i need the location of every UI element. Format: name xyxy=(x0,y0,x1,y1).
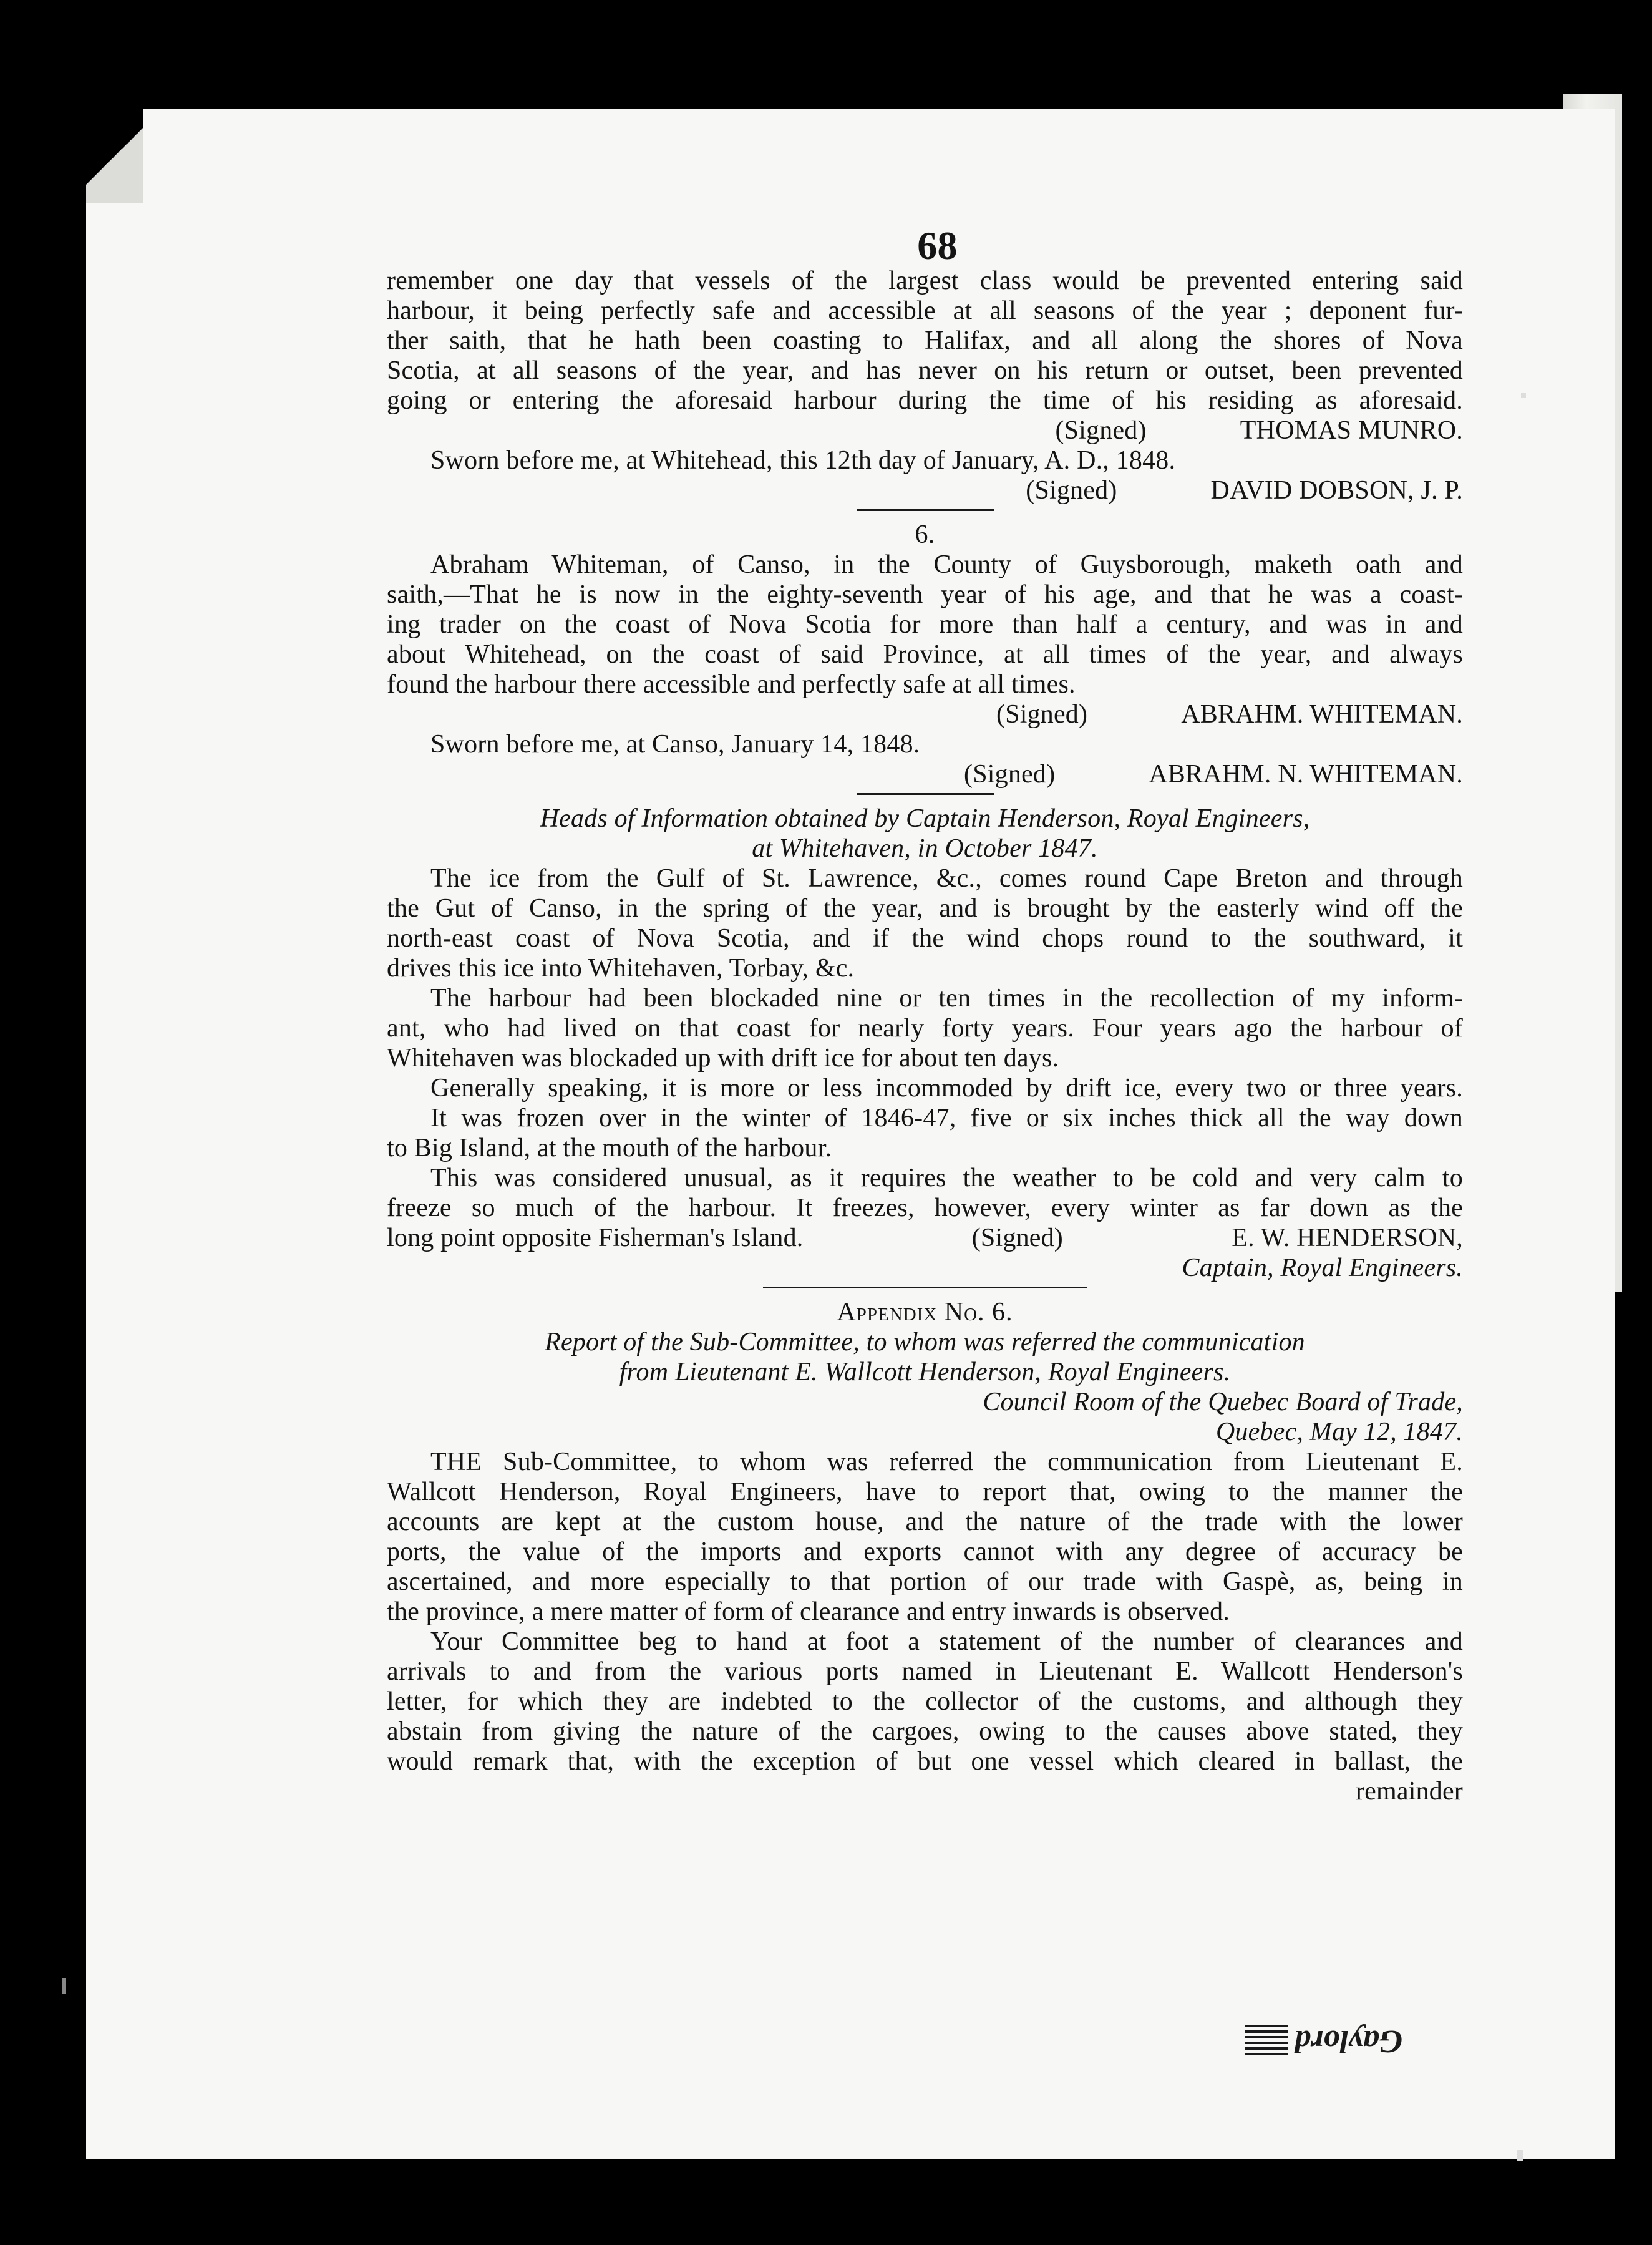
text-line: abstain from giving the nature of the cargoes, owing to the causes above stated, they xyxy=(387,1717,1463,1746)
text-line: going or entering the aforesaid harbour during the time of his residing as aforesaid. xyxy=(387,386,1463,415)
text-line: accounts are kept at the custom house, and the nature of the trade with the lower xyxy=(387,1507,1463,1536)
signed-label: (Signed) xyxy=(1055,416,1147,445)
text-line: found the harbour there accessible and perfectly safe at all times. xyxy=(387,670,1076,699)
text-line: Wallcott Henderson, Royal Engineers, have to report that, owing to the manner the xyxy=(387,1478,1463,1506)
text-line: Whitehaven was blockaded up with drift ice for about ten days. xyxy=(387,1044,1059,1073)
signature-line xyxy=(387,699,1463,729)
signed-label: (Signed) xyxy=(964,760,1056,789)
folded-corner xyxy=(86,109,143,203)
text-line: letter, for which they are indebted to the collector of the customs, and although they xyxy=(387,1687,1463,1716)
section-rule xyxy=(857,509,994,511)
section-rule xyxy=(763,1287,1087,1288)
text-line: Scotia, at all seasons of the year, and has never on his return or outset, been prevented xyxy=(387,356,1463,385)
stamp-text: Gaylord xyxy=(1295,2023,1403,2059)
text-line: at Whitehaven, in October 1847. xyxy=(752,834,1098,863)
text-line: This was considered unusual, as it requires the weather to be cold and very calm to xyxy=(430,1164,1463,1192)
text-line: about Whitehead, on the coast of said Province, at all times of the year, and always xyxy=(387,640,1463,669)
signatory-name: DAVID DOBSON, J. P. xyxy=(1210,476,1463,505)
signatory-name: THOMAS MUNRO. xyxy=(1240,416,1463,445)
text-line: the province, a mere matter of form of clearance and entry inwards is observed. xyxy=(387,1597,1230,1626)
text-line: Abraham Whiteman, of Canso, in the County of Guysborough, maketh oath and xyxy=(430,550,1463,579)
scan-speck xyxy=(1521,393,1526,398)
scan-speck xyxy=(62,1978,66,1994)
text-line: Sworn before me, at Canso, January 14, 1848. xyxy=(430,730,920,759)
text-line-with-signature xyxy=(387,1223,1463,1253)
text-line: 6. xyxy=(915,520,935,549)
text-line: long point opposite Fisherman's Island. xyxy=(387,1224,804,1252)
text-line: The harbour had been blockaded nine or ten times in the recollection of my inform- xyxy=(430,984,1463,1013)
text-line: ant, who had lived on that coast for nearly forty years. Four years ago the harbour of xyxy=(387,1014,1463,1043)
text-line: Your Committee beg to hand at foot a statement of the number of clearances and xyxy=(430,1627,1463,1656)
text-line: ports, the value of the imports and exports cannot with any degree of accuracy be xyxy=(387,1537,1463,1566)
text-line: Appendix No. 6. xyxy=(837,1298,1013,1327)
signature-line xyxy=(387,416,1463,446)
text-line: north-east coast of Nova Scotia, and if the wind chops round to the southward, it xyxy=(387,924,1463,953)
signed-label: (Signed) xyxy=(971,1224,1063,1252)
text-line: Quebec, May 12, 1847. xyxy=(1215,1418,1463,1446)
signatory-name: E. W. HENDERSON, xyxy=(1232,1224,1463,1252)
signatory-name: ABRAHM. N. WHITEMAN. xyxy=(1149,760,1463,789)
text-line: Council Room of the Quebec Board of Trade, xyxy=(983,1388,1463,1416)
text-lines xyxy=(387,266,1463,1806)
text-line: THE Sub-Committee, to whom was referred the communication from Lieutenant E. xyxy=(430,1448,1463,1476)
signed-label: (Signed) xyxy=(1026,476,1117,505)
section-rule xyxy=(857,793,994,795)
page-text xyxy=(387,223,1463,1806)
text-line: arrivals to and from the various ports named in Lieutenant E. Wallcott Henderson's xyxy=(387,1657,1463,1686)
text-line: Captain, Royal Engineers. xyxy=(1182,1254,1463,1282)
text-line: Sworn before me, at Whitehead, this 12th day of January, A. D., 1848. xyxy=(430,446,1176,475)
binder-stamp xyxy=(1245,2019,1438,2063)
text-line: remainder xyxy=(1355,1777,1463,1806)
text-line: harbour, it being perfectly safe and accessible at all seasons of the year ; deponent fur- xyxy=(387,296,1463,325)
text-line: Generally speaking, it is more or less incommoded by drift ice, every two or three years. xyxy=(430,1074,1463,1103)
text-line: ing trader on the coast of Nova Scotia for more than half a century, and was in and xyxy=(387,610,1463,639)
text-line: drives this ice into Whitehaven, Torbay, &c. xyxy=(387,954,855,983)
text-line: would remark that, with the exception of but one vessel which cleared in ballast, the xyxy=(387,1747,1463,1776)
signatory-name: ABRAHM. WHITEMAN. xyxy=(1181,700,1463,729)
text-line: freeze so much of the harbour. It freezes, however, every winter as far down as the xyxy=(387,1194,1463,1222)
text-line: to Big Island, at the mouth of the harbour. xyxy=(387,1134,832,1162)
text-line: saith,—That he is now in the eighty-seventh year of his age, and that he was a coast- xyxy=(387,580,1463,609)
page-number: 68 xyxy=(917,223,958,268)
text-line: from Lieutenant E. Wallcott Henderson, Royal Engineers. xyxy=(619,1358,1231,1386)
text-line: remember one day that vessels of the largest class would be prevented entering said xyxy=(387,266,1463,295)
text-line: the Gut of Canso, in the spring of the year, and is brought by the easterly wind off the xyxy=(387,894,1463,923)
text-line: Report of the Sub-Committee, to whom was referred the communication xyxy=(545,1328,1305,1356)
text-line: It was frozen over in the winter of 1846-47, five or six inches thick all the way down xyxy=(430,1104,1463,1132)
signed-label: (Signed) xyxy=(996,700,1088,729)
text-line: ther saith, that he hath been coasting to Halifax, and all along the shores of Nova xyxy=(387,326,1463,355)
text-line: Heads of Information obtained by Captain Henderson, Royal Engineers, xyxy=(540,804,1310,833)
text-line: ascertained, and more especially to that portion of our trade with Gaspè, as, being in xyxy=(387,1567,1463,1596)
signature-line xyxy=(387,475,1463,505)
text-line: The ice from the Gulf of St. Lawrence, &c., comes round Cape Breton and through xyxy=(430,864,1463,893)
signature-line xyxy=(387,759,1463,789)
scan-speck xyxy=(1517,2150,1523,2161)
stamp-lines-icon xyxy=(1245,2025,1288,2057)
